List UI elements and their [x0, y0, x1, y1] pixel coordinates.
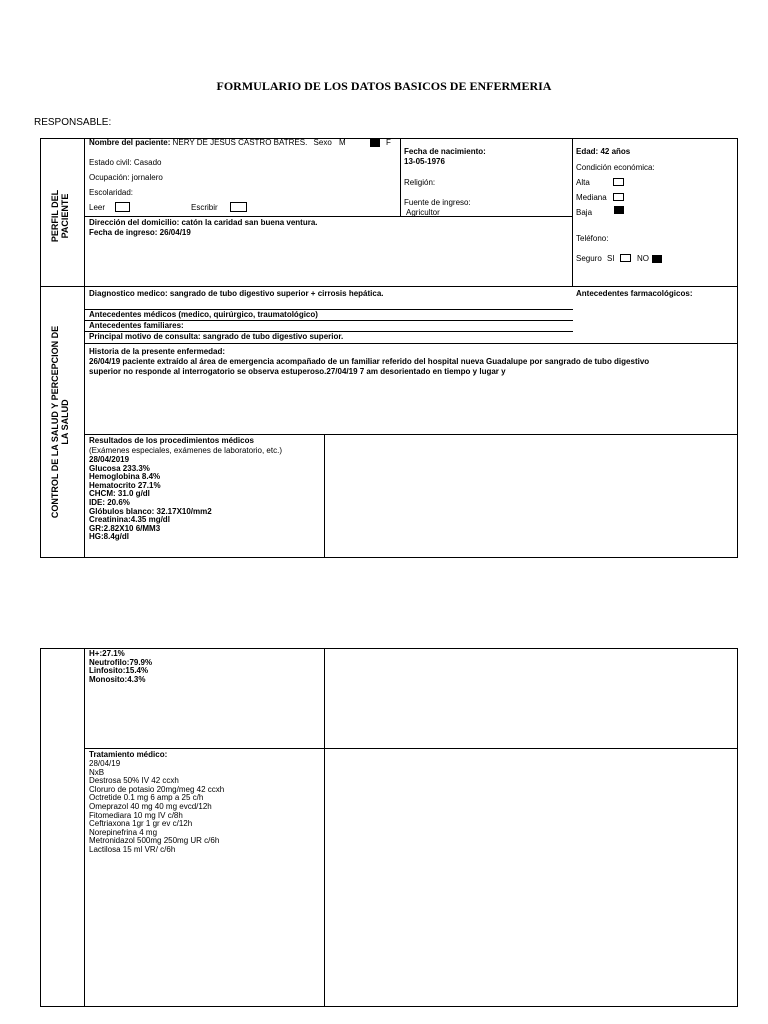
list-item: Destrosa 50% IV 42 ccxh: [89, 776, 179, 786]
list-item: Omeprazol 40 mg 40 mg evcd/12h: [89, 801, 212, 811]
ocupacion: Ocupación: jornalero: [89, 173, 163, 182]
lab-results-continued: [89, 650, 152, 684]
fecha-nacimiento-label: Fecha de nacimiento:: [404, 147, 486, 156]
historia-label: Historia de la presente enfermedad:: [89, 347, 226, 356]
list-item: Glucosa 233.3%: [89, 463, 150, 473]
baja-label: Baja: [576, 208, 593, 217]
list-item: CHCM: 31.0 g/dl: [89, 489, 150, 499]
tratamiento-label: Tratamiento médico:: [89, 750, 168, 759]
leer-checkbox[interactable]: [115, 202, 130, 212]
seguro-label: Seguro SI: [576, 254, 615, 263]
resultados-list: [89, 456, 212, 542]
edad: Edad: 42 años: [576, 147, 631, 156]
list-item: Ceftriaxona 1gr 1 gr ev c/12h: [89, 819, 193, 829]
direccion: Dirección del domicilio: catón la caridad san buena ventura.: [89, 218, 318, 227]
list-item: NxB: [89, 767, 105, 777]
list-item: Hematocrito 27.1%: [89, 480, 161, 490]
list-item: Creatinina:4.35 mg/dl: [89, 515, 170, 525]
baja-checkbox-filled[interactable]: [614, 206, 624, 214]
fuente-ingreso-value: Agricultor: [406, 208, 440, 217]
condicion-economica: Condición económica:: [576, 163, 655, 172]
list-item: IDE: 20.6%: [89, 497, 130, 507]
escribir-checkbox[interactable]: [230, 202, 247, 212]
resultados-sub: (Exámenes especiales, exámenes de laboratorio, etc.): [89, 446, 282, 455]
historia-line-1: 26/04/19 paciente extraído al área de emergencia acompañado de un familiar referido del hospital nueva Guadalupe por sangrado de tubo digestivo: [89, 357, 650, 366]
patient-name: Nombre del paciente: NERY DE JESUS CASTRO BATRES. Sexo M: [89, 138, 346, 147]
list-item: Norepinefrina 4 mg: [89, 827, 158, 837]
list-item: 28/04/19: [89, 759, 121, 768]
list-item: HG:8.4g/dl: [89, 532, 130, 542]
religion: Religión:: [404, 178, 436, 187]
form-title: FORMULARIO DE LOS DATOS BASICOS DE ENFERMERIA: [216, 79, 552, 93]
list-item: Octretide 0.1 mg 6 amp a 25 c/h: [89, 793, 204, 803]
alta-label: Alta: [576, 178, 590, 187]
list-item: GR:2.82X10 6/MM3: [89, 523, 161, 533]
leer-label: Leer: [89, 203, 106, 212]
list-item: Monosito:4.3%: [89, 674, 146, 684]
telefono: Teléfono:: [576, 234, 609, 243]
list-item: Metronidazol 500mg 250mg UR c/6h: [89, 836, 220, 846]
seguro-si-checkbox[interactable]: [620, 254, 631, 262]
mediana-label: Mediana: [576, 193, 607, 202]
sexo-f-label: F: [386, 138, 391, 147]
list-item: Lactilosa 15 ml VR/ c/6h: [89, 844, 176, 854]
sexo-m-checkbox-filled[interactable]: [370, 139, 380, 147]
list-item: Linfosito:15.4%: [89, 666, 149, 676]
antecedentes-medicos: Antecedentes médicos (medico, quirúrgico, traumatológico): [89, 310, 318, 319]
motivo-consulta: Principal motivo de consulta: sangrado de tubo digestivo superior.: [89, 332, 344, 341]
estado-civil: Estado civil: Casado: [89, 158, 162, 167]
perfil-paciente-label: PERFIL DEL PACIENTE: [50, 189, 71, 243]
list-item: H+:27.1%: [89, 649, 125, 658]
escolaridad: Escolaridad:: [89, 188, 134, 197]
seguro-no-checkbox-filled[interactable]: [652, 255, 662, 263]
control-salud-label: CONTROL DE LA SALUD Y PERCEPCION DE LA SALUD: [50, 325, 71, 519]
list-item: 28/04/2019: [89, 455, 130, 464]
tratamiento-list: [89, 760, 224, 855]
diagnostico-medico: Diagnostico medico: sangrado de tubo digestivo superior + cirrosis hepática.: [89, 289, 384, 298]
responsable-label: RESPONSABLE:: [34, 117, 112, 128]
list-item: Glóbulos blanco: 32.17X10/mm2: [89, 506, 212, 516]
fecha-ingreso: Fecha de ingreso: 26/04/19: [89, 228, 191, 237]
seguro-no-label: NO: [637, 254, 649, 263]
list-item: Neutrofilo:79.9%: [89, 657, 153, 667]
mediana-checkbox[interactable]: [613, 193, 624, 201]
antecedentes-farmacologicos: Antecedentes farmacológicos:: [576, 289, 693, 298]
historia-line-2: superior no responde al interrogatorio se observa estuperoso.27/04/19 7 am desorientado en tiempo y lugar y: [89, 367, 506, 376]
list-item: Hemoglobina 8.4%: [89, 472, 161, 482]
list-item: Fitomediara 10 mg IV c/8h: [89, 810, 183, 820]
fecha-nacimiento-value: 13-05-1976: [404, 157, 445, 166]
list-item: Cloruro de potasio 20mg/meg 42 ccxh: [89, 784, 225, 794]
alta-checkbox[interactable]: [613, 178, 624, 186]
resultados-label: Resultados de los procedimientos médicos: [89, 436, 254, 445]
escribir-label: Escribir: [191, 203, 218, 212]
antecedentes-familiares: Antecedentes familiares:: [89, 321, 184, 330]
fuente-ingreso-label: Fuente de ingreso:: [404, 198, 471, 207]
